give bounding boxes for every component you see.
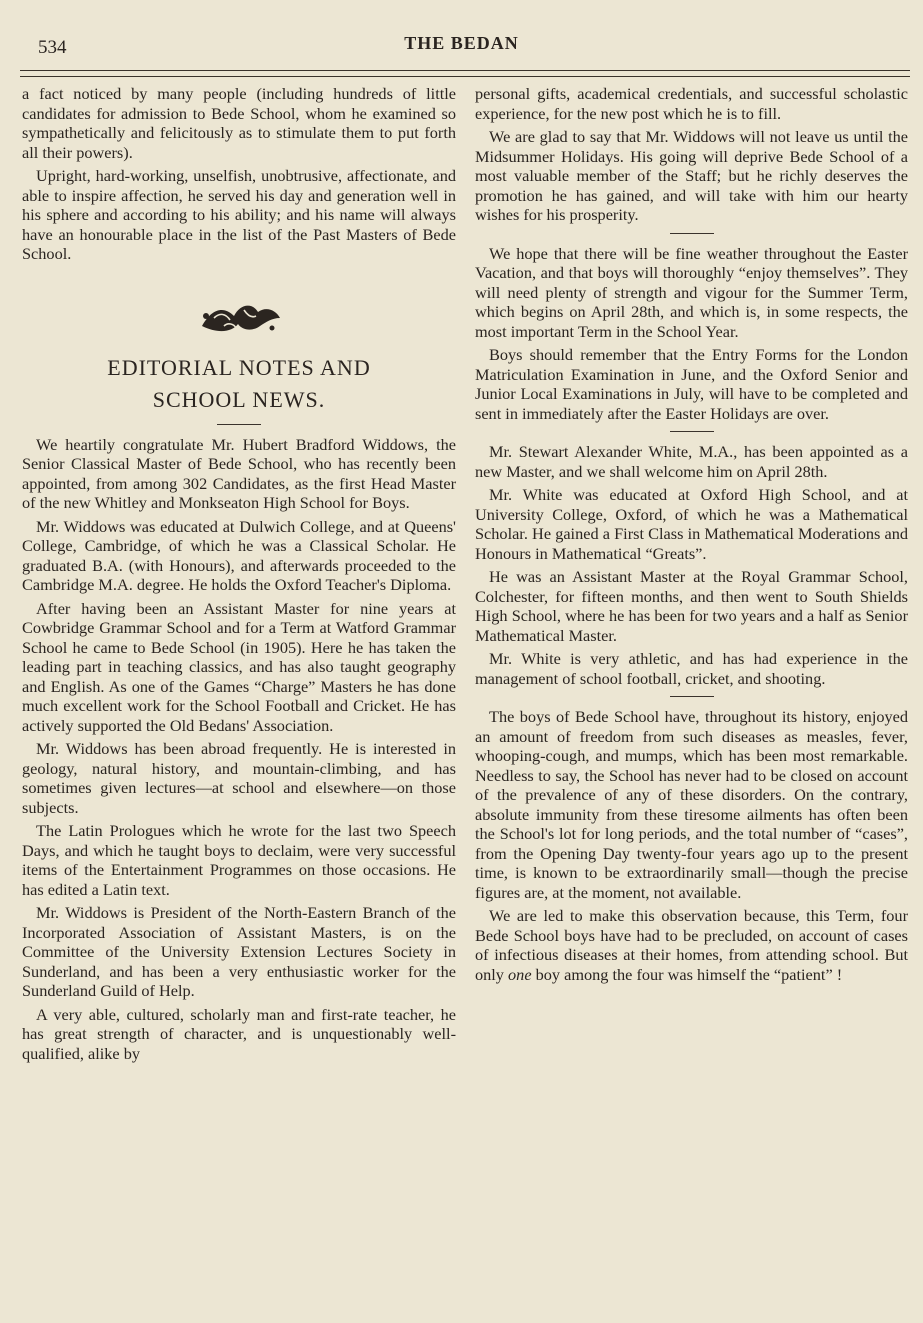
left-column: [22, 84, 456, 1067]
page-number: 534: [38, 37, 67, 58]
paragraph: Boys should remember that the Entry Forms for the London Matriculation Examination in June, and the Oxford Senior and Junior Local Examinations in July, will have to be completed and sent in immediately after the Easter Holidays are over.: [475, 345, 908, 423]
section-divider: [670, 431, 714, 432]
heading-line-1: EDITORIAL NOTES AND: [107, 354, 371, 380]
section-divider: [670, 233, 714, 234]
paragraph: We heartily congratulate Mr. Hubert Bradford Widdows, the Senior Classical Master of Bede School, who has recently been appointed, from among 302 Candidates, as the first Head Master of the new Whitley and Monkseaton High School for Boys.: [22, 434, 456, 512]
section-divider: [217, 424, 261, 425]
paragraph: The Latin Prologues which he wrote for the last two Speech Days, and which he taught boys to declaim, were very successful items of the Entertainment Programmes on those occasions. He has edited a Latin text.: [22, 821, 456, 899]
text-run: We are led to make this observation because, this Term, four Bede School boys have had to be precluded, on account of cases of infectious diseases at their homes, from attending school. But only: [475, 906, 908, 984]
paragraph: personal gifts, academical credentials, and successful scholastic experience, for the new post which he is to fill.: [475, 84, 908, 123]
leaf-ornament-icon: [194, 296, 284, 338]
paragraph: Mr. Widdows is President of the North-Eastern Branch of the Incorporated Association of Assistant Masters, is on the Committee of the University Extension Lectures Society in Sunderland, and has been a very enthusiastic worker for the Sunderland Guild of Help.: [22, 903, 456, 1000]
paragraph: Mr. White is very athletic, and has had experience in the management of school football, cricket, and shooting.: [475, 649, 908, 688]
running-title: THE BEDAN: [404, 33, 519, 53]
text-run: boy among the four was himself the “patient” !: [535, 964, 843, 984]
paragraph: After having been an Assistant Master for nine years at Cowbridge Grammar School and for a Term at Watford Grammar School he came to Bede School (in 1905). Here he has taken the leading part in teaching classics, and has also taught geography and English. As one of the Games “Charge” Masters he has done much excellent work for the School Football and Cricket. He has actively supported the Old Bedans' Association.: [22, 598, 456, 735]
paragraph: [475, 906, 908, 984]
paragraph: We are glad to say that Mr. Widdows will not leave us until the Midsummer Holidays. His going will deprive Bede School of a most valuable member of the Staff; but he richly deserves the promotion he has gained, and will take with him our hearty wishes for his prosperity.: [475, 127, 908, 224]
paragraph: He was an Assistant Master at the Royal Grammar School, Colchester, for fifteen months, and then went to South Shields High School, where he has been for two years and a half as Senior Mathematical Master.: [475, 567, 908, 645]
paragraph: A very able, cultured, scholarly man and first-rate teacher, he has great strength of character, and is unquestionably well-qualified, alike by: [22, 1004, 456, 1063]
paragraph: Mr. Widdows was educated at Dulwich College, and at Queens' College, Cambridge, of which he was a Classical Scholar. He graduated B.A. (with Honours), and afterwards proceeded to the Cambridge M.A. degree. He holds the Oxford Teacher's Diploma.: [22, 516, 456, 594]
heading-line-2: SCHOOL NEWS.: [152, 386, 326, 412]
paragraph: We hope that there will be fine weather throughout the Easter Vacation, and that boys will thoroughly “enjoy themselves”. They will need plenty of strength and vigour for the Summer Term, which begins on April 28th, and which is, in some respects, the most important Term in the School Year.: [475, 243, 908, 341]
paragraph: Mr. White was educated at Oxford High School, and at University College, Oxford, of which he was a Mathematical Scholar. He gained a First Class in Mathematical Moderations and Honours in Mathematical “Greats”.: [475, 485, 908, 563]
header-rule-thin: [20, 76, 910, 77]
emphasis: one: [508, 964, 532, 984]
section-divider: [670, 696, 714, 697]
paragraph: Mr. Widdows has been abroad frequently. He is interested in geology, natural history, and mountain-climbing, and has sometimes given lectures—at school and elsewhere—on those subjects.: [22, 739, 456, 817]
paragraph: a fact noticed by many people (including hundreds of little candidates for admission to Bede School, whom he examined so sympathetically and felicitously as to stimulate them to put forth all their powers).: [22, 84, 456, 162]
paragraph: Upright, hard-working, unselfish, unobtrusive, affectionate, and able to inspire affection, he served his day and generation well in his sphere and according to his ability; and his name will always have an honourable place in the list of the Past Masters of Bede School.: [22, 166, 456, 263]
right-column: [475, 84, 908, 988]
paragraph: The boys of Bede School have, throughout its history, enjoyed an amount of freedom from such diseases as measles, fever, whooping-cough, and mumps, which has been most remarkable. Needless to say, the School has never had to be closed on account of the prevalence of any of these disorders. On the contrary, absolute immunity from these tiresome ailments has often been the School's lot for long periods, and the total number of “cases”, from the Opening Day twenty-four years ago up to the present time, is known to be extraordinarily small—though the precise figures are, at the moment, not available.: [475, 707, 908, 902]
paragraph: Mr. Stewart Alexander White, M.A., has been appointed as a new Master, and we shall welcome him on April 28th.: [475, 442, 908, 481]
header-rule-thick: [20, 70, 910, 71]
section-heading: [22, 352, 456, 416]
